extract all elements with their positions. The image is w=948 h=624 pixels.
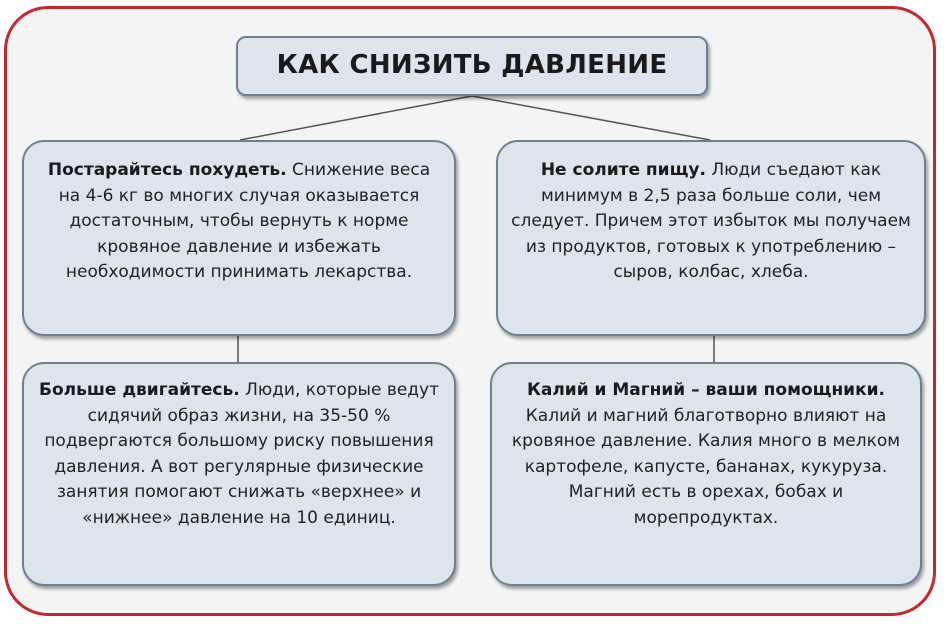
tip-box-move-more (22, 362, 456, 586)
connector-title-to-left (240, 96, 472, 140)
tip-text: Калий и магний благотворно влияют на кровяное давление. Калия много в мелком картофеле, капусте, бананах, кукуруза. Магний есть в орехах, бобах и морепродуктах. (511, 405, 901, 528)
tip-text: Люди съедают как минимум в 2,5 раза больше соли, чем следует. Причем этот избыток мы получаем из продуктов, готовых к употреблению – сыров, колбас, хлеба. (511, 160, 911, 282)
tip-box-no-salt (496, 140, 926, 336)
tip-box-lose-weight (22, 140, 456, 336)
connector-title-to-right (472, 96, 710, 140)
title-box (236, 36, 708, 96)
tip-text: Снижение веса на 4-6 кг во многих случая оказывается достаточным, чтобы вернуть к норме кровяное давление и избежать необходимости принимать лекарства. (58, 160, 431, 282)
tip-heading: Больше двигайтесь. (38, 380, 240, 400)
tip-heading: Постарайтесь похудеть. (47, 160, 287, 180)
tip-box-potassium-magnesium (490, 362, 922, 586)
tip-text: Люди, которые ведут сидячий образ жизни, на 35-50 % подвергаются большому риску повышения давления. А вот регулярные физические занятия помогают снижать «верхнее» и «нижнее» давление на 10 единиц. (44, 380, 440, 528)
tip-heading: Не солите пищу. (540, 160, 706, 180)
tip-heading: Калий и Магний – ваши помощники. (526, 380, 886, 400)
page-title: КАК СНИЗИТЬ ДАВЛЕНИЕ (276, 50, 668, 81)
